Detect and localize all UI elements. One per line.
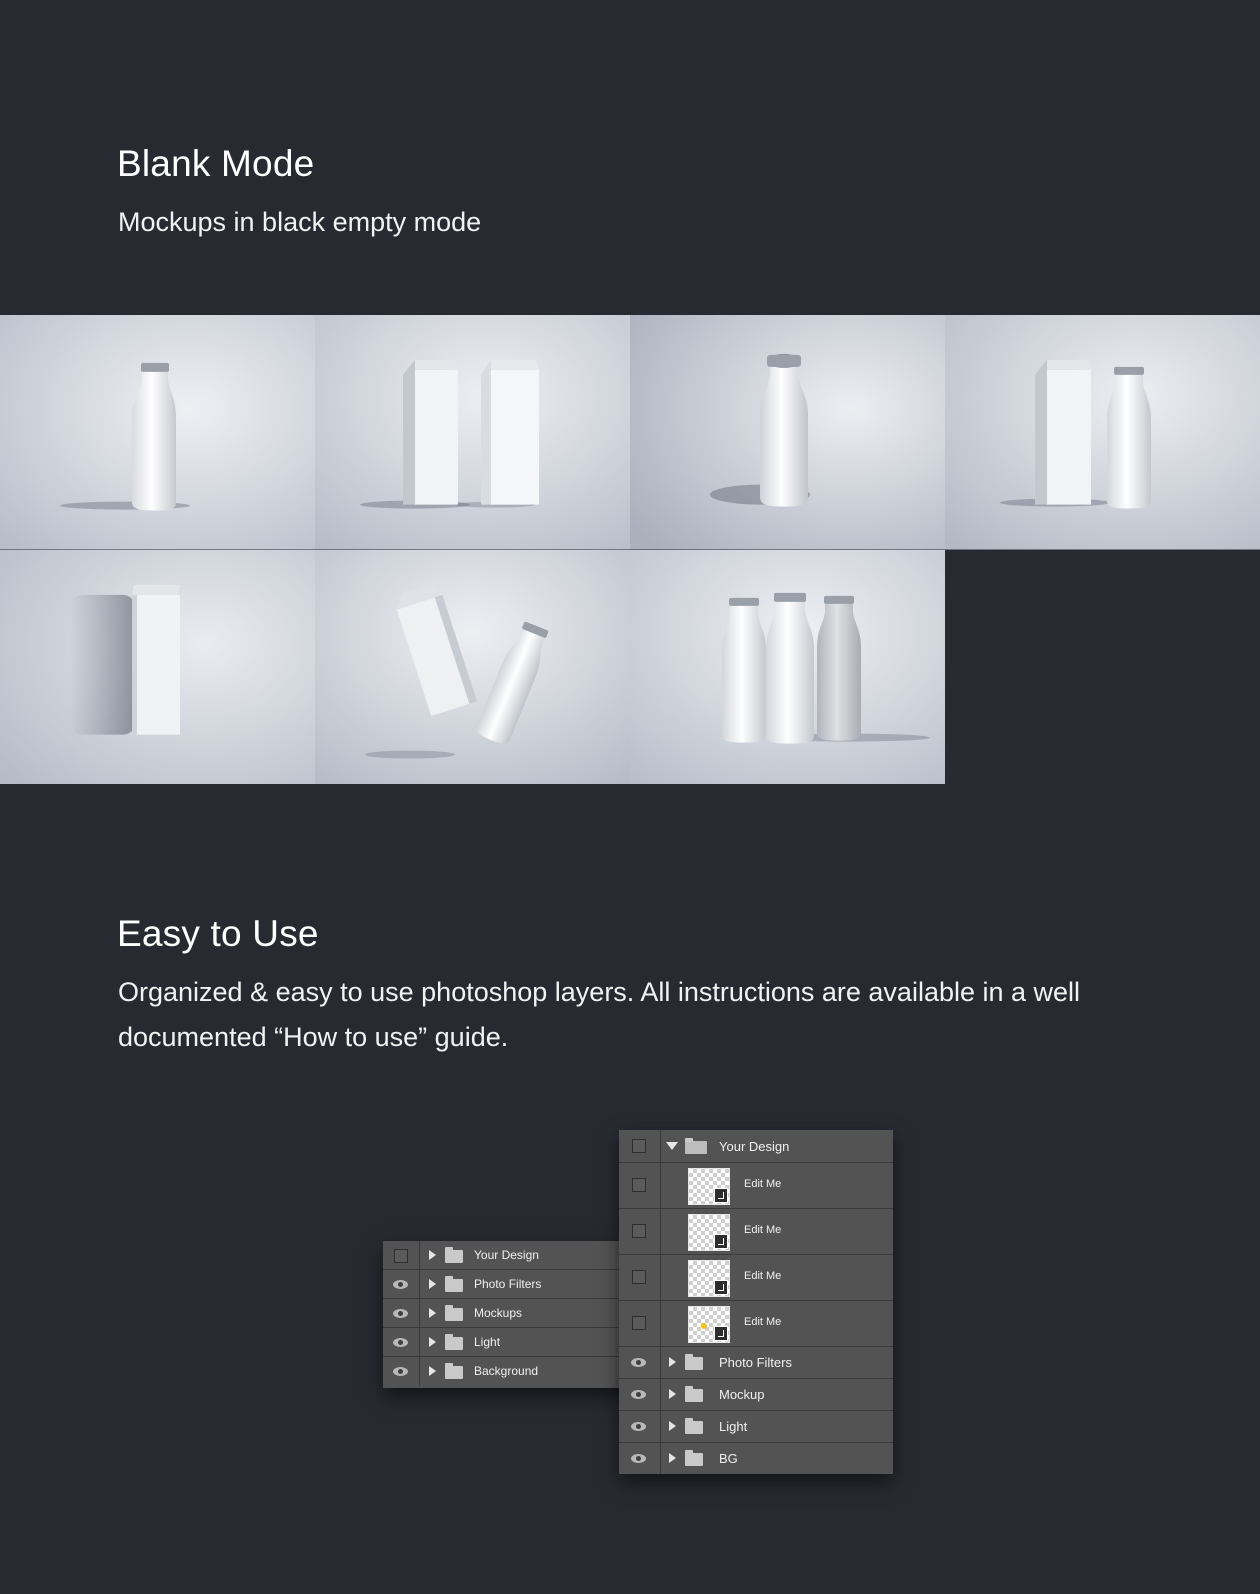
layer-row[interactable]: [383, 1328, 636, 1357]
eye-icon[interactable]: [393, 1309, 408, 1318]
mockup-preview-three-bottles: [630, 550, 945, 785]
folder-icon: [445, 1279, 463, 1292]
section-title-easy-to-use: Easy to Use: [117, 913, 319, 954]
layers-panel-expanded: [619, 1130, 893, 1474]
eye-icon[interactable]: [393, 1280, 408, 1289]
layer-label: Edit Me: [744, 1178, 782, 1190]
layer-row[interactable]: [383, 1241, 636, 1270]
folder-open-icon: [685, 1141, 707, 1154]
expand-arrow-icon[interactable]: [429, 1250, 436, 1260]
layer-row[interactable]: [383, 1299, 636, 1328]
eye-icon[interactable]: [631, 1390, 646, 1399]
layer-row[interactable]: [383, 1357, 636, 1386]
layer-row[interactable]: [619, 1209, 893, 1255]
mockup-preview-single-bottle: [0, 315, 315, 550]
smart-object-thumbnail: [688, 1214, 730, 1251]
expand-arrow-icon[interactable]: [669, 1389, 676, 1399]
folder-icon: [685, 1357, 703, 1370]
folder-icon: [685, 1389, 703, 1402]
mockup-preview-grid: [0, 315, 1260, 784]
layer-row[interactable]: [383, 1270, 636, 1299]
folder-icon: [685, 1453, 703, 1466]
layer-group-row[interactable]: [619, 1379, 893, 1411]
layer-label: Photo Filters: [474, 1277, 542, 1291]
collapse-arrow-icon[interactable]: [666, 1142, 678, 1150]
layer-label: Background: [474, 1364, 539, 1378]
layer-group-label: Photo Filters: [719, 1355, 792, 1370]
smart-object-thumbnail: [688, 1306, 730, 1343]
eye-icon[interactable]: [631, 1422, 646, 1431]
layer-group-row[interactable]: [619, 1347, 893, 1379]
folder-icon: [445, 1337, 463, 1350]
section-subtitle-easy-to-use: Organized & easy to use photoshop layers. All instructions are available in a well documented “How to use” guide.: [118, 977, 1081, 1052]
expand-arrow-icon[interactable]: [429, 1366, 436, 1376]
layer-label: Edit Me: [744, 1316, 782, 1328]
smart-object-icon: [714, 1188, 728, 1203]
layer-group-row[interactable]: [619, 1443, 893, 1474]
mockup-preview-floating-carton-bottle: [315, 550, 630, 785]
layer-group-label: Light: [719, 1419, 748, 1434]
layer-label: Light: [474, 1335, 501, 1349]
expand-arrow-icon[interactable]: [429, 1308, 436, 1318]
smart-object-icon: [714, 1326, 728, 1341]
section-title-blank-mode: Blank Mode: [117, 143, 315, 184]
layer-group-row[interactable]: [619, 1130, 893, 1163]
smart-object-thumbnail: [688, 1260, 730, 1297]
visibility-checkbox[interactable]: [394, 1249, 408, 1263]
expand-arrow-icon[interactable]: [669, 1421, 676, 1431]
layer-group-label: Your Design: [719, 1139, 790, 1154]
layer-label: Edit Me: [744, 1224, 782, 1236]
smart-object-icon: [714, 1234, 728, 1249]
expand-arrow-icon[interactable]: [429, 1279, 436, 1289]
layer-row[interactable]: [619, 1163, 893, 1209]
eye-icon[interactable]: [393, 1338, 408, 1347]
smart-object-icon: [714, 1280, 728, 1295]
visibility-checkbox[interactable]: [632, 1270, 646, 1284]
eye-icon[interactable]: [631, 1454, 646, 1463]
section-subtitle-blank-mode: Mockups in black empty mode: [118, 207, 482, 237]
folder-icon: [445, 1250, 463, 1263]
eye-icon[interactable]: [631, 1358, 646, 1367]
folder-icon: [445, 1308, 463, 1321]
layer-row[interactable]: [619, 1301, 893, 1347]
folder-icon: [685, 1421, 703, 1434]
expand-arrow-icon[interactable]: [429, 1337, 436, 1347]
layer-row[interactable]: [619, 1255, 893, 1301]
mockup-preview-two-cartons: [315, 315, 630, 550]
layers-panel-collapsed: [383, 1241, 636, 1388]
mockup-preview-capped-bottle: [630, 315, 945, 550]
visibility-checkbox[interactable]: [632, 1178, 646, 1192]
visibility-checkbox[interactable]: [632, 1224, 646, 1238]
visibility-checkbox[interactable]: [632, 1316, 646, 1330]
layer-group-label: BG: [719, 1451, 738, 1466]
folder-icon: [445, 1366, 463, 1379]
layer-group-row[interactable]: [619, 1411, 893, 1443]
layer-group-label: Mockup: [719, 1387, 765, 1402]
layer-label: Edit Me: [744, 1270, 782, 1282]
mockup-preview-carton-and-bottle: [945, 315, 1260, 550]
layer-label: Your Design: [474, 1248, 539, 1262]
color-dot-icon: [701, 1323, 707, 1329]
eye-icon[interactable]: [393, 1367, 408, 1376]
layer-label: Mockups: [474, 1306, 523, 1320]
expand-arrow-icon[interactable]: [669, 1453, 676, 1463]
expand-arrow-icon[interactable]: [669, 1357, 676, 1367]
visibility-checkbox[interactable]: [632, 1139, 646, 1153]
mockup-preview-single-carton: [0, 550, 315, 785]
smart-object-thumbnail: [688, 1168, 730, 1205]
